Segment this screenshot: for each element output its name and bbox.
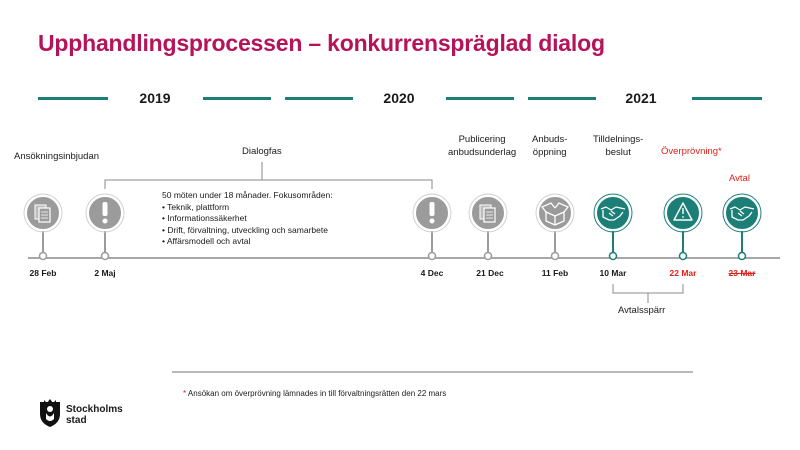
date-label: 21 Dec — [476, 268, 504, 278]
dialog-intro: 50 möten under 18 månader. Fokusområden: — [162, 190, 333, 200]
logo-text: Stockholms stad — [66, 404, 123, 426]
year-label: 2019 — [139, 90, 171, 106]
event-node-22-mar — [664, 194, 702, 260]
footnote-text: Ansökan om överprövning lämnades in till förvaltningsrätten den 22 mars — [187, 389, 447, 398]
exclamation-icon — [430, 202, 435, 224]
documents-icon — [35, 205, 50, 222]
event-label-avtal: Avtal — [729, 173, 750, 184]
date-label: 4 Dec — [420, 268, 444, 278]
documents-icon — [480, 205, 495, 222]
dialog-item: • Drift, förvaltning, utveckling och samarbete — [162, 224, 328, 235]
year-label: 2020 — [383, 90, 415, 106]
dialogfas-bracket — [105, 180, 432, 189]
event-node-4-dec — [413, 194, 451, 260]
year-label: 2021 — [625, 90, 657, 106]
event-node-11-feb — [536, 194, 574, 260]
event-label-anbudsoppning: Anbuds- öppning — [532, 134, 568, 158]
date-label: 28 Feb — [29, 268, 57, 278]
event-label-ansokningsinbjudan: Ansökningsinbjudan — [14, 151, 100, 162]
avtalssparr-label: Avtalsspärr — [618, 305, 666, 316]
date-label: 22 Mar — [669, 268, 697, 278]
event-node-21-dec — [469, 194, 507, 260]
event-node-10-mar — [594, 194, 632, 260]
exclamation-icon — [103, 202, 108, 224]
event-node-28-feb — [24, 194, 62, 260]
stockholms-stad-crest-icon — [38, 398, 62, 428]
dialogfas-label: Dialogfas — [242, 146, 282, 157]
footnote — [183, 389, 446, 398]
dialog-item: • Affärsmodell och avtal — [162, 236, 251, 246]
avtalssparr-bracket — [613, 284, 683, 293]
date-label: 11 Feb — [541, 268, 569, 278]
page-title: Upphandlingsprocessen – konkurrenspräglad dialog — [38, 30, 605, 56]
date-label: 2 Maj — [94, 268, 116, 278]
date-label-struck: 23 Mar — [728, 268, 756, 278]
footnote-asterisk: * — [183, 389, 187, 398]
dialog-item: • Informationssäkerhet — [162, 213, 247, 223]
event-label-overprovning: Överprövning* — [661, 146, 722, 157]
dialog-item: • Teknik, plattform — [162, 201, 230, 212]
event-label-tilldelningsbeslut: Tilldelnings- beslut — [593, 134, 644, 158]
event-node-2-maj — [86, 194, 124, 260]
event-node-23-mar — [723, 194, 761, 260]
event-label-publicering: Publicering anbudsunderlag — [448, 134, 517, 158]
date-label: 10 Mar — [599, 268, 627, 278]
